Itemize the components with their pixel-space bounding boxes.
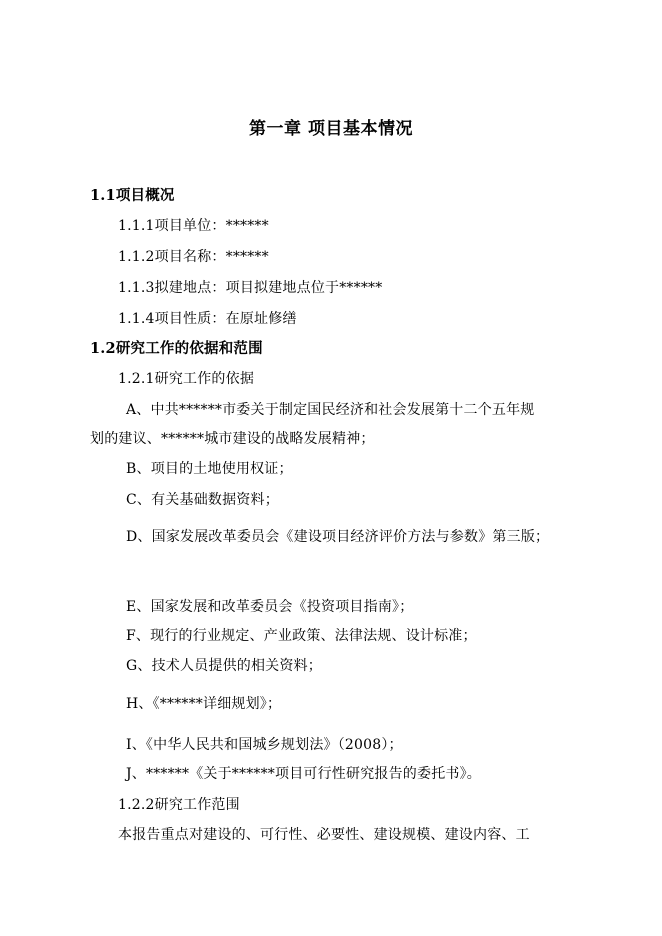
project-name-item: 1.1.2项目名称：****** [118, 249, 269, 265]
project-unit-item: 1.1.1项目单位：****** [118, 218, 269, 234]
basis-item-b: B、项目的土地使用权证； [126, 461, 293, 477]
scope-paragraph: 本报告重点对建设的、可行性、必要性、建设规模、建设内容、工 [118, 827, 530, 843]
subheading-1-2-1: 1.2.1研究工作的依据 [118, 371, 255, 387]
basis-item-e: E、国家发展和改革委员会《投资项目指南》； [126, 599, 414, 615]
basis-item-a-continued: 划的建议、******城市建设的战略发展精神； [90, 431, 375, 447]
basis-item-j: J、******《关于******项目可行性研究报告的委托书》。 [126, 766, 482, 782]
basis-item-f: F、现行的行业规定、产业政策、法律法规、设计标准； [126, 628, 477, 644]
basis-item-h: H、《******详细规划》； [126, 696, 282, 712]
basis-item-i: I、《中华人民共和国城乡规划法》（2008）； [126, 737, 403, 753]
project-nature-item: 1.1.4项目性质：在原址修缮 [118, 311, 297, 327]
basis-item-a: A、中共******市委关于制定国民经济和社会发展第十二个五年规 [126, 402, 535, 418]
subheading-1-2-2: 1.2.2研究工作范围 [118, 797, 240, 813]
basis-item-c: C、有关基础数据资料； [126, 492, 279, 508]
project-location-item: 1.1.3拟建地点：项目拟建地点位于****** [118, 280, 383, 296]
chapter-title: 第一章 项目基本情况 [249, 119, 413, 139]
basis-item-d: D、国家发展改革委员会《建设项目经济评价方法与参数》第三版； [126, 529, 550, 545]
basis-item-g: G、技术人员提供的相关资料； [126, 658, 322, 674]
section-heading-1-2: 1.2研究工作的依据和范围 [90, 340, 263, 357]
section-heading-1-1: 1.1项目概况 [90, 187, 175, 204]
